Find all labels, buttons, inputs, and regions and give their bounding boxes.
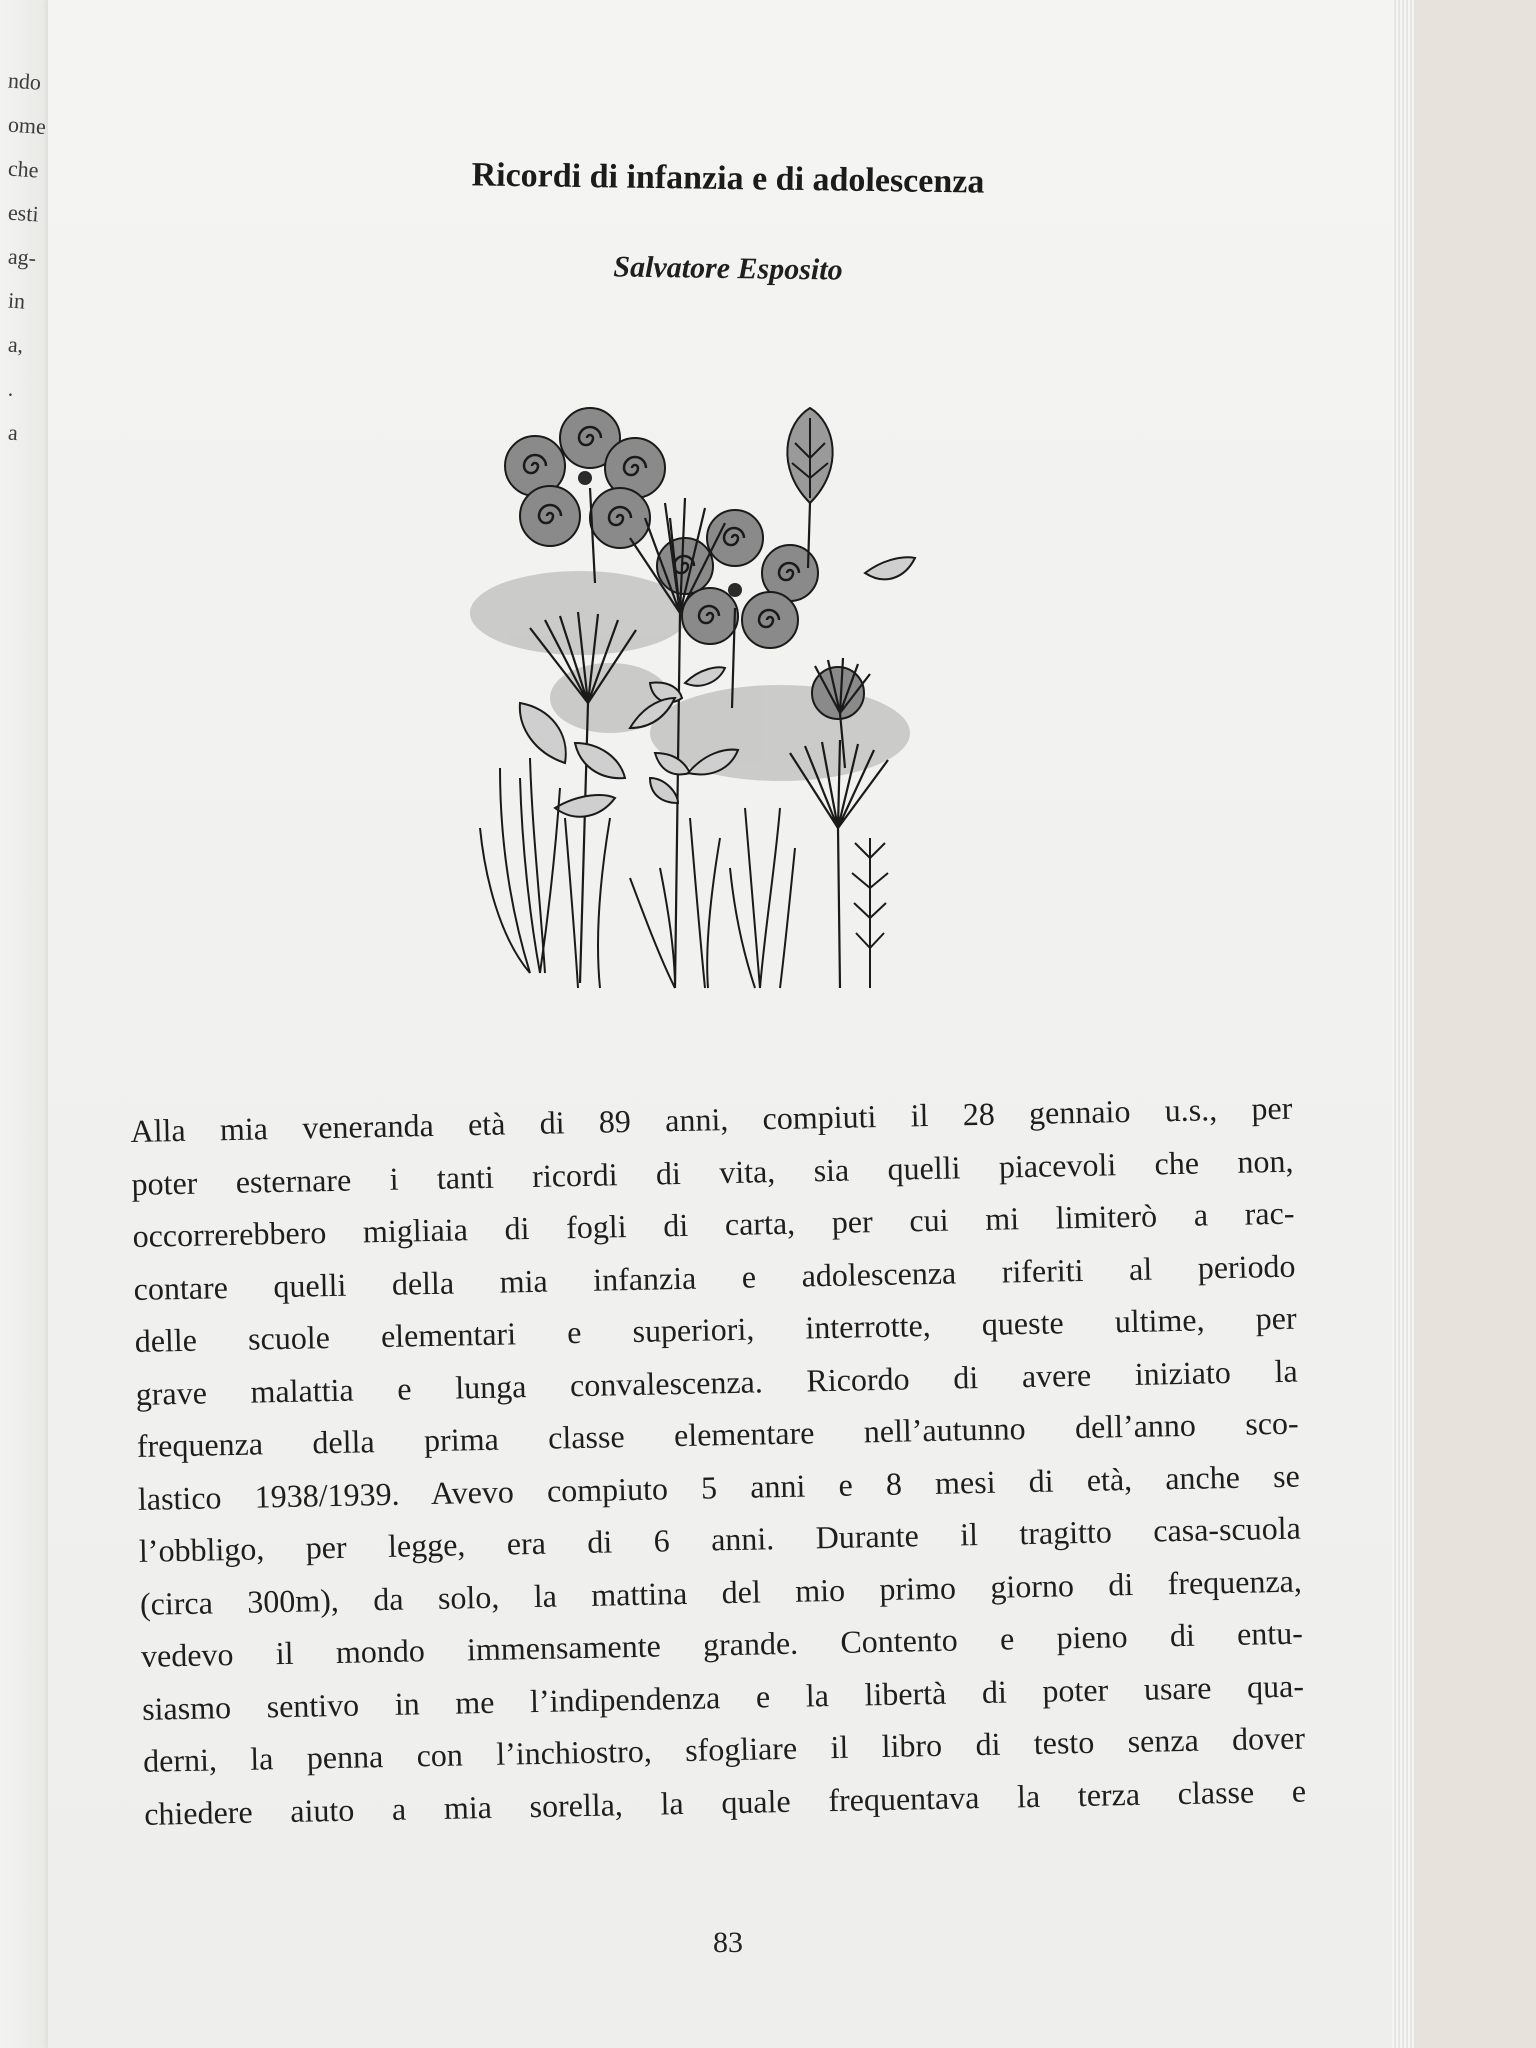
fragment: ndo [7, 67, 42, 95]
text-line-content: poter esternare i tanti ricordi di vita, sia quelli piacevoli che non, [131, 1142, 1294, 1202]
fragment: a [7, 419, 19, 446]
flowers-illustration [460, 398, 960, 994]
fragment: in [7, 287, 27, 314]
text-line-content: frequenza della prima classe elementare nell’autunno dell’anno sco- [136, 1404, 1299, 1464]
page-stack-edge [1392, 0, 1414, 2048]
flowers-icon [460, 398, 960, 994]
fragment: ag- [7, 243, 37, 271]
book-page [48, 0, 1400, 2048]
fragment: ome [7, 111, 47, 140]
text-line-content: contare quelli della mia infanzia e adolescenza riferiti al periodo [133, 1247, 1296, 1307]
text-line-content: occorrerebbero migliaia di fogli di carta, per cui mi limiterò a rac- [132, 1194, 1295, 1254]
text-line-content: l’obbligo, per legge, era di 6 anni. Durante il tragitto casa-scuola [138, 1509, 1302, 1569]
text-line-content: chiedere aiuto a mia sorella, la quale frequentava la terza classe e [143, 1772, 1307, 1832]
text-line-content: vedevo il mondo immensamente grande. Contento e pieno di entu- [140, 1614, 1304, 1674]
author-name: Salvatore Esposito [613, 250, 843, 287]
text-line-content: derni, la penna con l’inchiostro, sfogliare il libro di testo senza dover [142, 1719, 1306, 1779]
fragment: a, [7, 331, 25, 358]
fragment: che [7, 155, 40, 183]
page-number: 83 [713, 1926, 743, 1959]
text-line-content: siasmo sentivo in me l’indipendenza e la libertà di poter usare qua- [141, 1667, 1305, 1727]
text-line-content: delle scuole elementari e superiori, interrotte, queste ultime, per [134, 1299, 1297, 1359]
text-line-content: lastico 1938/1939. Avevo compiuto 5 anni e 8 mesi di età, anche se [137, 1457, 1301, 1517]
text-line-content: grave malattia e lunga convalescenza. Ricordo di avere iniziato la [135, 1352, 1298, 1412]
chapter-title: Ricordi di infanzia e di adolescenza [471, 156, 985, 201]
body-text [130, 1082, 1307, 1840]
text-line-content: (circa 300m), da solo, la mattina del mio primo giorno di frequenza, [139, 1562, 1303, 1622]
text-line-content: Alla mia veneranda età di 89 anni, compiuti il 28 gennaio u.s., per [130, 1089, 1293, 1149]
fragment: esti [7, 199, 40, 227]
fragment: . [7, 375, 15, 401]
